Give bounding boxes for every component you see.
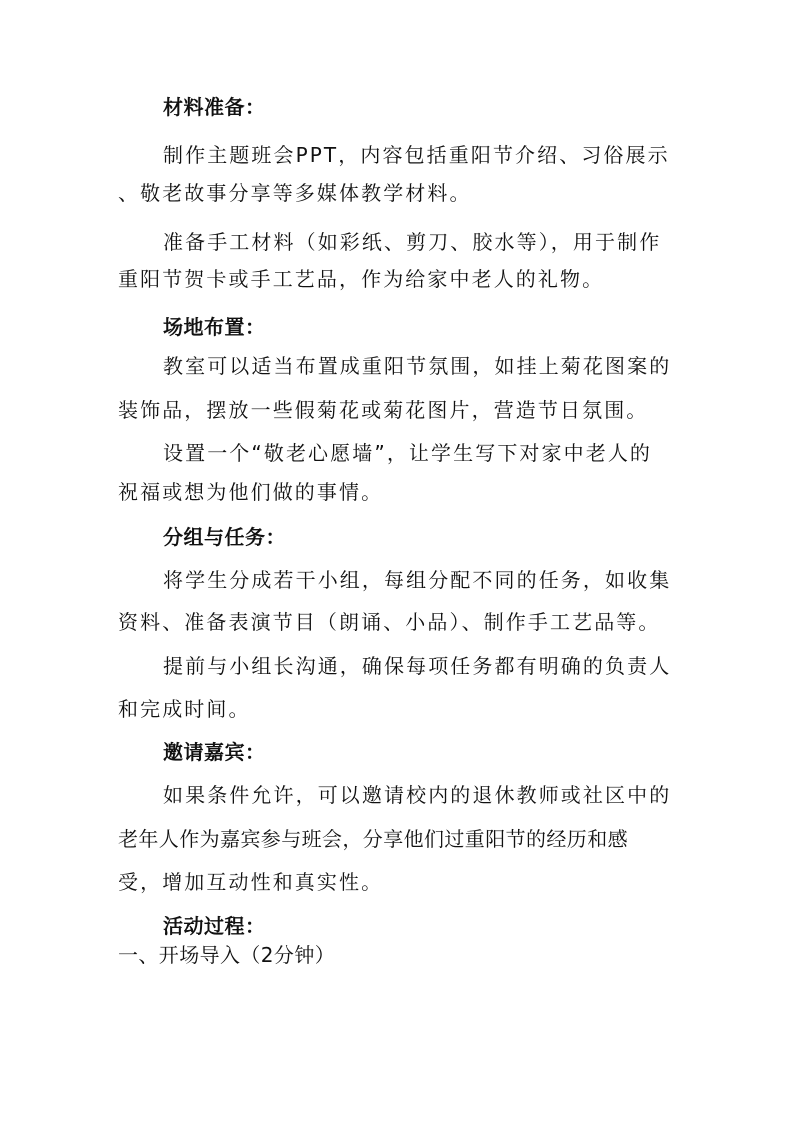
heading-guests: 邀请嘉宾： <box>163 740 266 764</box>
paragraph-line: 受，增加互动性和真实性。 <box>118 870 384 894</box>
paragraph-line: 如果条件允许，可以邀请校内的退休教师或社区中的 <box>163 783 672 807</box>
paragraph-line: 提前与小组长沟通，确保每项任务都有明确的负责人 <box>163 654 672 678</box>
paragraph-line: 祝福或想为他们做的事情。 <box>118 480 384 504</box>
heading-materials: 材料准备： <box>163 95 266 119</box>
section-title: 一、开场导入（2分钟） <box>118 943 336 967</box>
heading-process: 活动过程： <box>163 914 266 938</box>
heading-venue: 场地布置： <box>163 315 266 339</box>
paragraph-line: 和完成时间。 <box>118 697 251 721</box>
paragraph-line: 将学生分成若干小组，每组分配不同的任务，如收集 <box>163 568 672 592</box>
paragraph-line: 教室可以适当布置成重阳节氛围，如挂上菊花图案的 <box>163 354 672 378</box>
paragraph-line: 资料、准备表演节目（朗诵、小品）、制作手工艺品等。 <box>118 610 661 634</box>
heading-groups: 分组与任务： <box>163 525 286 549</box>
paragraph-line: 准备手工材料（如彩纸、剪刀、胶水等），用于制作 <box>163 230 662 254</box>
paragraph-line: 设置一个“敬老心愿墙”，让学生写下对家中老人的 <box>163 441 653 465</box>
paragraph-line: 、敬老故事分享等多媒体教学材料。 <box>118 181 472 205</box>
paragraph-line: 老年人作为嘉宾参与班会，分享他们过重阳节的经历和感 <box>118 827 628 851</box>
paragraph-line: 重阳节贺卡或手工艺品，作为给家中老人的礼物。 <box>118 267 605 291</box>
paragraph-line: 制作主题班会PPT，内容包括重阳节介绍、习俗展示 <box>163 143 670 167</box>
paragraph-line: 装饰品，摆放一些假菊花或菊花图片，营造节日氛围。 <box>118 398 649 422</box>
